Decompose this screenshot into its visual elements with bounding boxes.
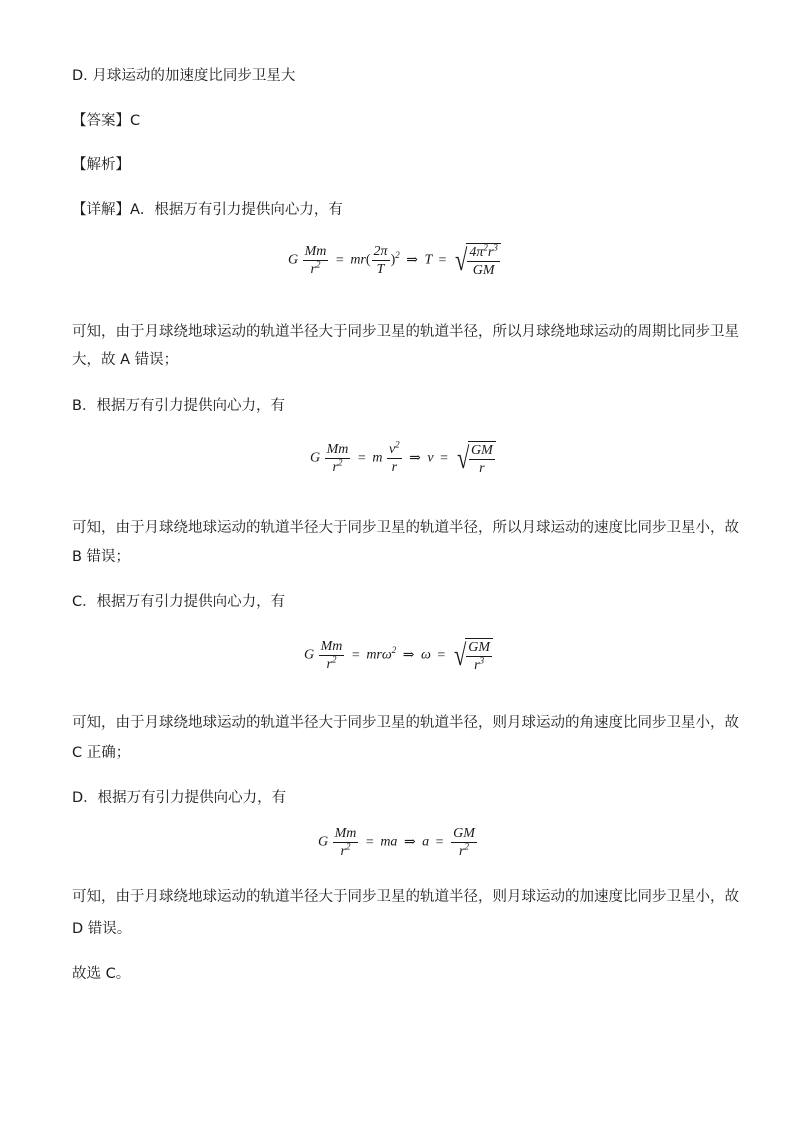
formula-a: G $\frac{Mm}{r^2}$ = mr( $\frac{2\pi}{T}$ )$^2$ ⇒ T = √ $\frac{4\pi^2r^3}{GM}$ bbox=[288, 243, 501, 278]
part-d-intro: D．根据万有引力提供向心力，有 bbox=[72, 790, 287, 806]
part-a-conclusion-1: 可知，由于月球绕地球运动的轨道半径大于同步卫星的轨道半径，所以月球绕地球运动的周期比同步卫星 bbox=[72, 324, 739, 340]
formula-d: G $\frac{Mm}{r^2}$ = ma ⇒ a = $\frac{GM}{r^2}$ bbox=[318, 826, 475, 859]
answer-tag: 【答案】 bbox=[72, 113, 130, 129]
part-c-intro: C．根据万有引力提供向心力，有 bbox=[72, 594, 286, 610]
part-d-conclusion-1: 可知，由于月球绕地球运动的轨道半径大于同步卫星的轨道半径，则月球运动的加速度比同步卫星小，故 bbox=[72, 889, 739, 905]
part-b-conclusion-2: B 错误； bbox=[72, 549, 131, 565]
answer-line bbox=[72, 111, 140, 131]
final-answer: 故选 C。 bbox=[72, 966, 131, 982]
part-c-conclusion-2: C 正确； bbox=[72, 745, 131, 761]
part-a-conclusion-2: 大，故 A 错误； bbox=[72, 352, 179, 368]
part-b-intro: B．根据万有引力提供向心力，有 bbox=[72, 398, 285, 414]
part-d-conclusion-2: D 错误。 bbox=[72, 921, 132, 937]
part-b-conclusion-1: 可知，由于月球绕地球运动的轨道半径大于同步卫星的轨道半径，所以月球运动的速度比同步卫星小，故 bbox=[72, 520, 739, 536]
answer-value: C bbox=[130, 113, 141, 129]
detail-a-intro bbox=[72, 200, 343, 220]
formula-b: G $\frac{Mm}{r^2}$ = m $\frac{v^2}{r}$ ⇒ v = √ $\frac{GM}{r}$ bbox=[310, 441, 496, 476]
option-d-text: D. 月球运动的加速度比同步卫星大 bbox=[72, 68, 296, 84]
formula-c: G $\frac{Mm}{r^2}$ = mrω$^2$ ⇒ ω = √ $\frac{GM}{r^3}$ bbox=[304, 638, 493, 673]
detail-tag: 【详解】 bbox=[72, 202, 130, 218]
analysis-tag: 【解析】 bbox=[72, 157, 130, 173]
part-a-intro: A．根据万有引力提供向心力，有 bbox=[130, 202, 343, 218]
part-c-conclusion-1: 可知，由于月球绕地球运动的轨道半径大于同步卫星的轨道半径，则月球运动的角速度比同步卫星小，故 bbox=[72, 715, 739, 731]
